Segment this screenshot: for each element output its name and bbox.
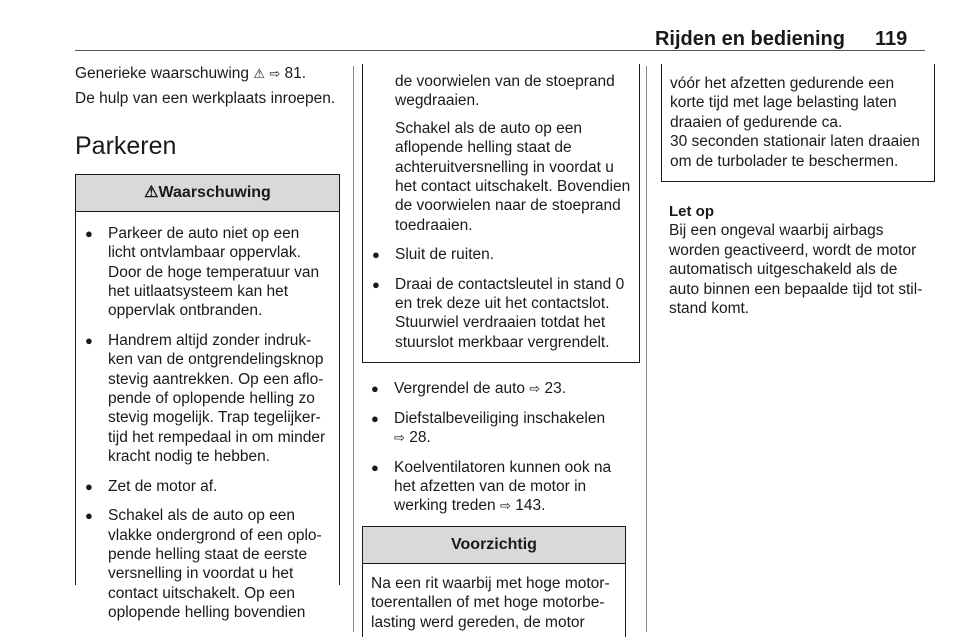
bullet-icon: ● (372, 247, 380, 263)
page-ref-arrow-icon: ⇨ (269, 66, 281, 81)
parking-steps-list (368, 379, 630, 515)
warning-box-continued (362, 64, 640, 363)
bullet-icon: ● (371, 381, 379, 397)
caution-box (362, 526, 626, 637)
warning-box-header (76, 175, 339, 212)
bullet-icon: ● (371, 410, 379, 426)
column-divider (646, 66, 647, 632)
bullet-icon: ● (85, 478, 93, 494)
list-item: ● Schakel als de auto op een vlakke ondergrond of een oplopende helling staat de eerste versnelling in voordat u het contact uitschakelt. Op een oplopende helling bovendien (85, 507, 322, 622)
continued-paragraph: Schakel als de auto op een aflopende helling staat de achteruitversnelling in voordat u het contact uitschakelt. Bovendien de voorwielen naar de stoeprand toedraaien. (395, 119, 631, 234)
page-ref: 81. (284, 65, 307, 82)
page-ref: 28. (409, 429, 431, 447)
bullet-icon: ● (85, 332, 93, 348)
chapter-title: Rijden en bediening (654, 28, 845, 50)
list-item: ● Vergrendel de auto ⇨ 23. (371, 380, 567, 398)
continued-paragraph: 30 seconden stationair laten draaien om de turbolader te beschermen. (670, 133, 920, 170)
caution-box-continued (661, 64, 935, 182)
bullet-icon: ● (371, 459, 379, 475)
page-ref: 143. (515, 497, 546, 515)
page-number: 119 (875, 28, 908, 50)
column-3 (669, 64, 931, 318)
column-1 (75, 64, 340, 622)
list-item: ● Draai de contactsleutel in stand 0 en trek deze uit het contactslot. Stuurwiel verdraaien totdat het stuurslot merkbaar vergrendelt. (372, 275, 625, 351)
caution-text: Na een rit waarbij met hoge motortoerentallen of met hoge motorbelasting werd gereden, de motor (371, 574, 610, 631)
bullet-icon: ● (372, 276, 380, 292)
column-divider (353, 66, 354, 632)
section-title: Parkeren (75, 131, 177, 160)
page-ref: 23. (544, 380, 567, 398)
intro-paragraph-2: De hulp van een werkplaats inroepen. (75, 90, 336, 108)
page-ref-arrow-icon: ⇨ (529, 381, 541, 397)
list-item: ● Sluit de ruiten. (372, 246, 495, 264)
warning-list-continued (369, 245, 631, 352)
caution-box-header: Voorzichtig (363, 527, 625, 564)
warning-icon: ⚠ (253, 66, 266, 81)
page-ref-arrow-icon: ⇨ (499, 498, 511, 514)
continued-paragraph: de voorwielen van de stoeprand wegdraaien. (395, 73, 615, 110)
bullet-icon: ● (85, 508, 93, 524)
note-title: Let op (669, 203, 714, 221)
list-item: ● Diefstalbeveiliging inschakelen ⇨ 28. (371, 409, 606, 447)
continued-paragraph: vóór het afzetten gedurende een korte tijd met lage belasting laten draaien of gedurende ca. (670, 75, 897, 131)
warning-list (76, 212, 339, 623)
intro-paragraph: Generieke waarschuwing ⚠ ⇨ 81. (75, 65, 307, 82)
warning-box (75, 174, 340, 622)
list-item: ● Parkeer de auto niet op een licht ontvlambaar oppervlak. Door de hoge temperatuur van het uitlaatsysteem kan het oppervlak ontbranden. (85, 224, 320, 320)
note-text: Bij een ongeval waarbij airbags worden geactiveerd, wordt de motor automatisch uitgeschakeld als de auto binnen een bepaalde tijd tot stilstand komt. (669, 222, 923, 318)
header-rule (75, 50, 925, 51)
list-item: ● Handrem altijd zonder indrukken van de ontgrendelingsknop stevig aantrekken. Op een aflopende of oplopende helling zo stevig mogelijk. Trap tegelijkertijd het rempedaal in om minder kracht nodig te hebben. (85, 331, 326, 466)
warning-box-title: Waarschuwing (158, 183, 271, 201)
bullet-icon: ● (85, 225, 93, 241)
list-item: ● Zet de motor af. (85, 477, 218, 495)
list-item: ● Koelventilatoren kunnen ook na het afzetten van de motor in werking treden ⇨ 143. (371, 458, 612, 515)
warning-icon: ⚠ (144, 183, 159, 201)
column-2 (368, 64, 630, 637)
page-ref-arrow-icon: ⇨ (394, 430, 405, 446)
